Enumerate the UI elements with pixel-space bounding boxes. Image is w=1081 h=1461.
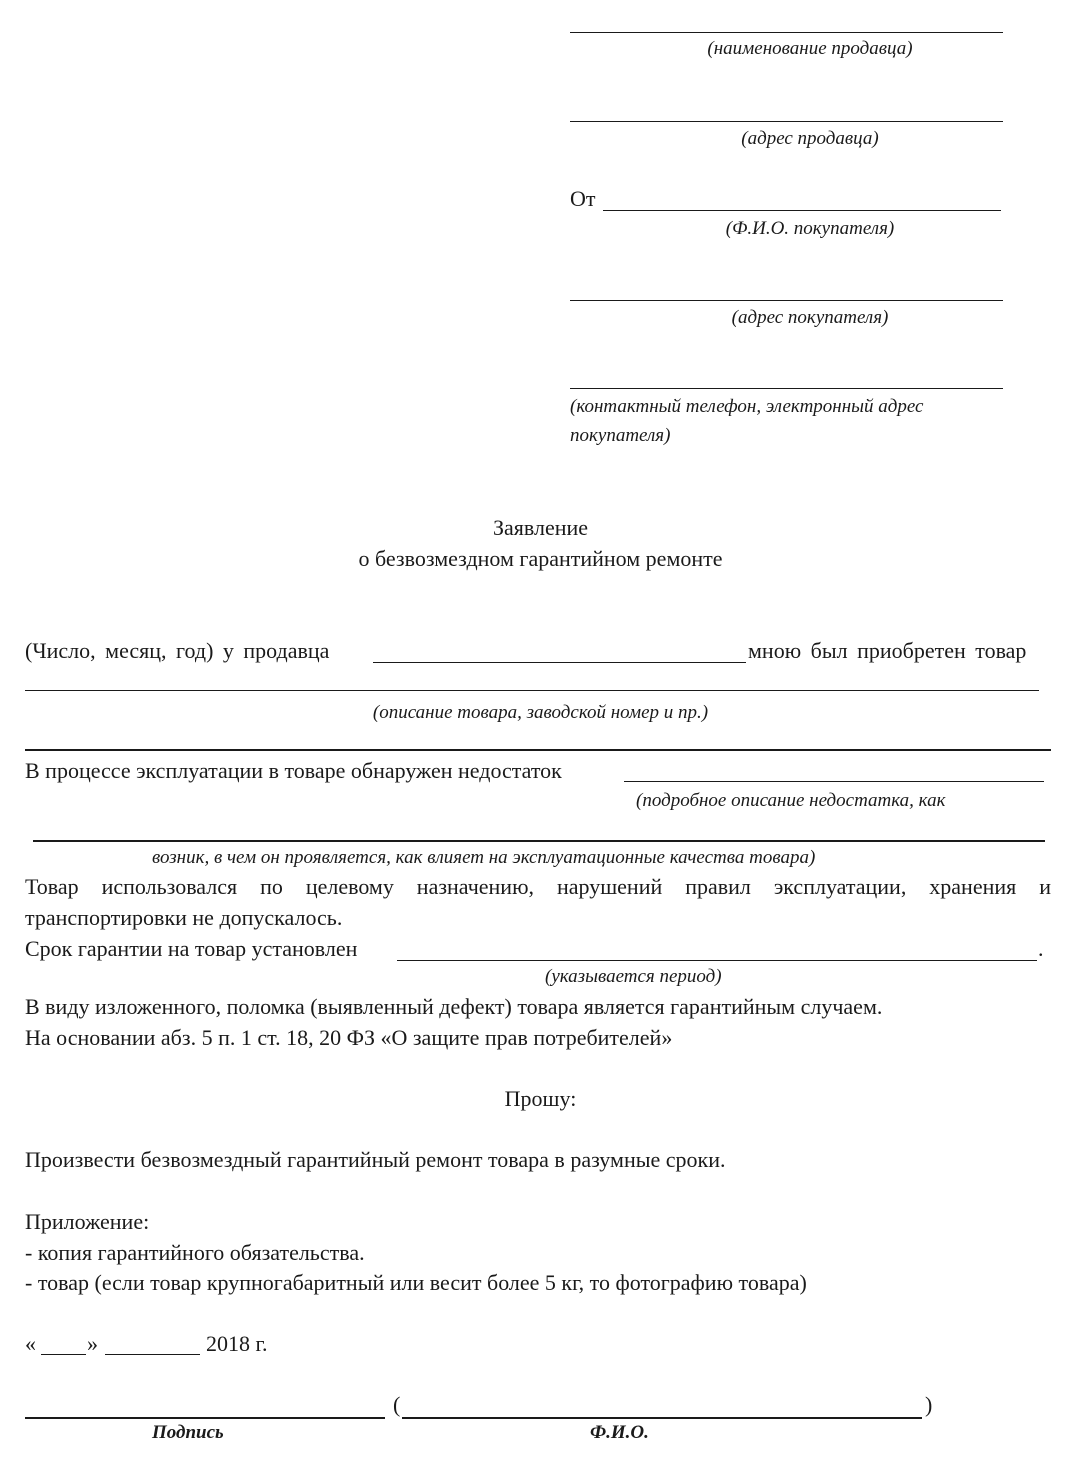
considering-text: В виду изложенного, поломка (выявленный дефект) товара является гарантийным случаем.	[25, 994, 883, 1019]
date-year: 2018 г.	[206, 1331, 268, 1356]
attachment-item: - копия гарантийного обязательства.	[25, 1240, 365, 1265]
attachment-item: - товар (если товар крупногабаритный или весит более 5 кг, то фотографию товара)	[25, 1270, 807, 1295]
from-label: От	[570, 186, 596, 211]
buyer-contacts-caption: (контактный телефон, электронный адрес	[570, 396, 924, 417]
buyer-name-line[interactable]	[603, 210, 1001, 211]
document-subtitle: о безвозмездном гарантийном ремонте	[358, 546, 723, 571]
fio-paren-open: (	[393, 1392, 401, 1417]
buyer-name-caption: (Ф.И.О. покупателя)	[725, 218, 895, 239]
purchase-date-text: (Число, месяц, год) у продавца	[25, 638, 330, 663]
defect-label: В процессе эксплуатации в товаре обнаружен недостаток	[25, 758, 562, 783]
warranty-caption: (указывается период)	[545, 966, 722, 987]
attachments-heading: Приложение:	[25, 1209, 150, 1234]
buyer-contacts-line[interactable]	[570, 388, 1003, 389]
defect-description-line[interactable]	[33, 840, 1045, 842]
warranty-fill-line[interactable]	[397, 960, 1037, 961]
date-open-quote: «	[25, 1331, 36, 1356]
seller-address-line[interactable]	[570, 121, 1003, 122]
fio-caption: Ф.И.О.	[590, 1422, 649, 1443]
seller-name-caption: (наименование продавца)	[707, 38, 913, 59]
defect-caption: (подробное описание недостатка, как	[636, 790, 946, 811]
buyer-address-caption: (адрес покупателя)	[731, 307, 889, 328]
usage-paragraph: Товар использовался по целевому назначению, нарушений правил эксплуатации, хранения и	[25, 874, 1051, 899]
date-day-line[interactable]	[41, 1354, 86, 1355]
defect-fill-line[interactable]	[624, 781, 1044, 782]
purchase-text-right: мною был приобретен товар	[748, 638, 1027, 663]
signature-caption: Подпись	[152, 1422, 224, 1443]
usage-paragraph-cont: транспортировки не допускалось.	[25, 905, 343, 930]
request-text: Произвести безвозмездный гарантийный ремонт товара в разумные сроки.	[25, 1147, 726, 1172]
buyer-contacts-caption-cont: покупателя)	[570, 425, 671, 446]
document-title: Заявление	[492, 515, 589, 540]
buyer-address-line[interactable]	[570, 300, 1003, 301]
warranty-period-end: .	[1038, 936, 1044, 961]
product-description-line-2[interactable]	[25, 749, 1051, 751]
seller-address-caption: (адрес продавца)	[741, 128, 879, 149]
warranty-label: Срок гарантии на товар установлен	[25, 936, 358, 961]
product-description-line[interactable]	[25, 690, 1039, 691]
seller-name-line[interactable]	[570, 32, 1003, 33]
defect-caption-cont: возник, в чем он проявляется, как влияет на эксплуатационные качества товара)	[152, 847, 816, 868]
seller-fill-line[interactable]	[373, 662, 746, 663]
date-month-line[interactable]	[105, 1354, 200, 1355]
request-heading: Прошу:	[504, 1086, 577, 1111]
signature-line[interactable]	[25, 1417, 385, 1419]
fio-paren-close: )	[925, 1392, 933, 1417]
fio-line[interactable]	[402, 1417, 922, 1419]
product-caption: (описание товара, заводской номер и пр.)	[372, 702, 709, 723]
legal-basis-text: На основании абз. 5 п. 1 ст. 18, 20 ФЗ «О защите прав потребителей»	[25, 1025, 673, 1050]
date-close-quote: »	[87, 1331, 98, 1356]
